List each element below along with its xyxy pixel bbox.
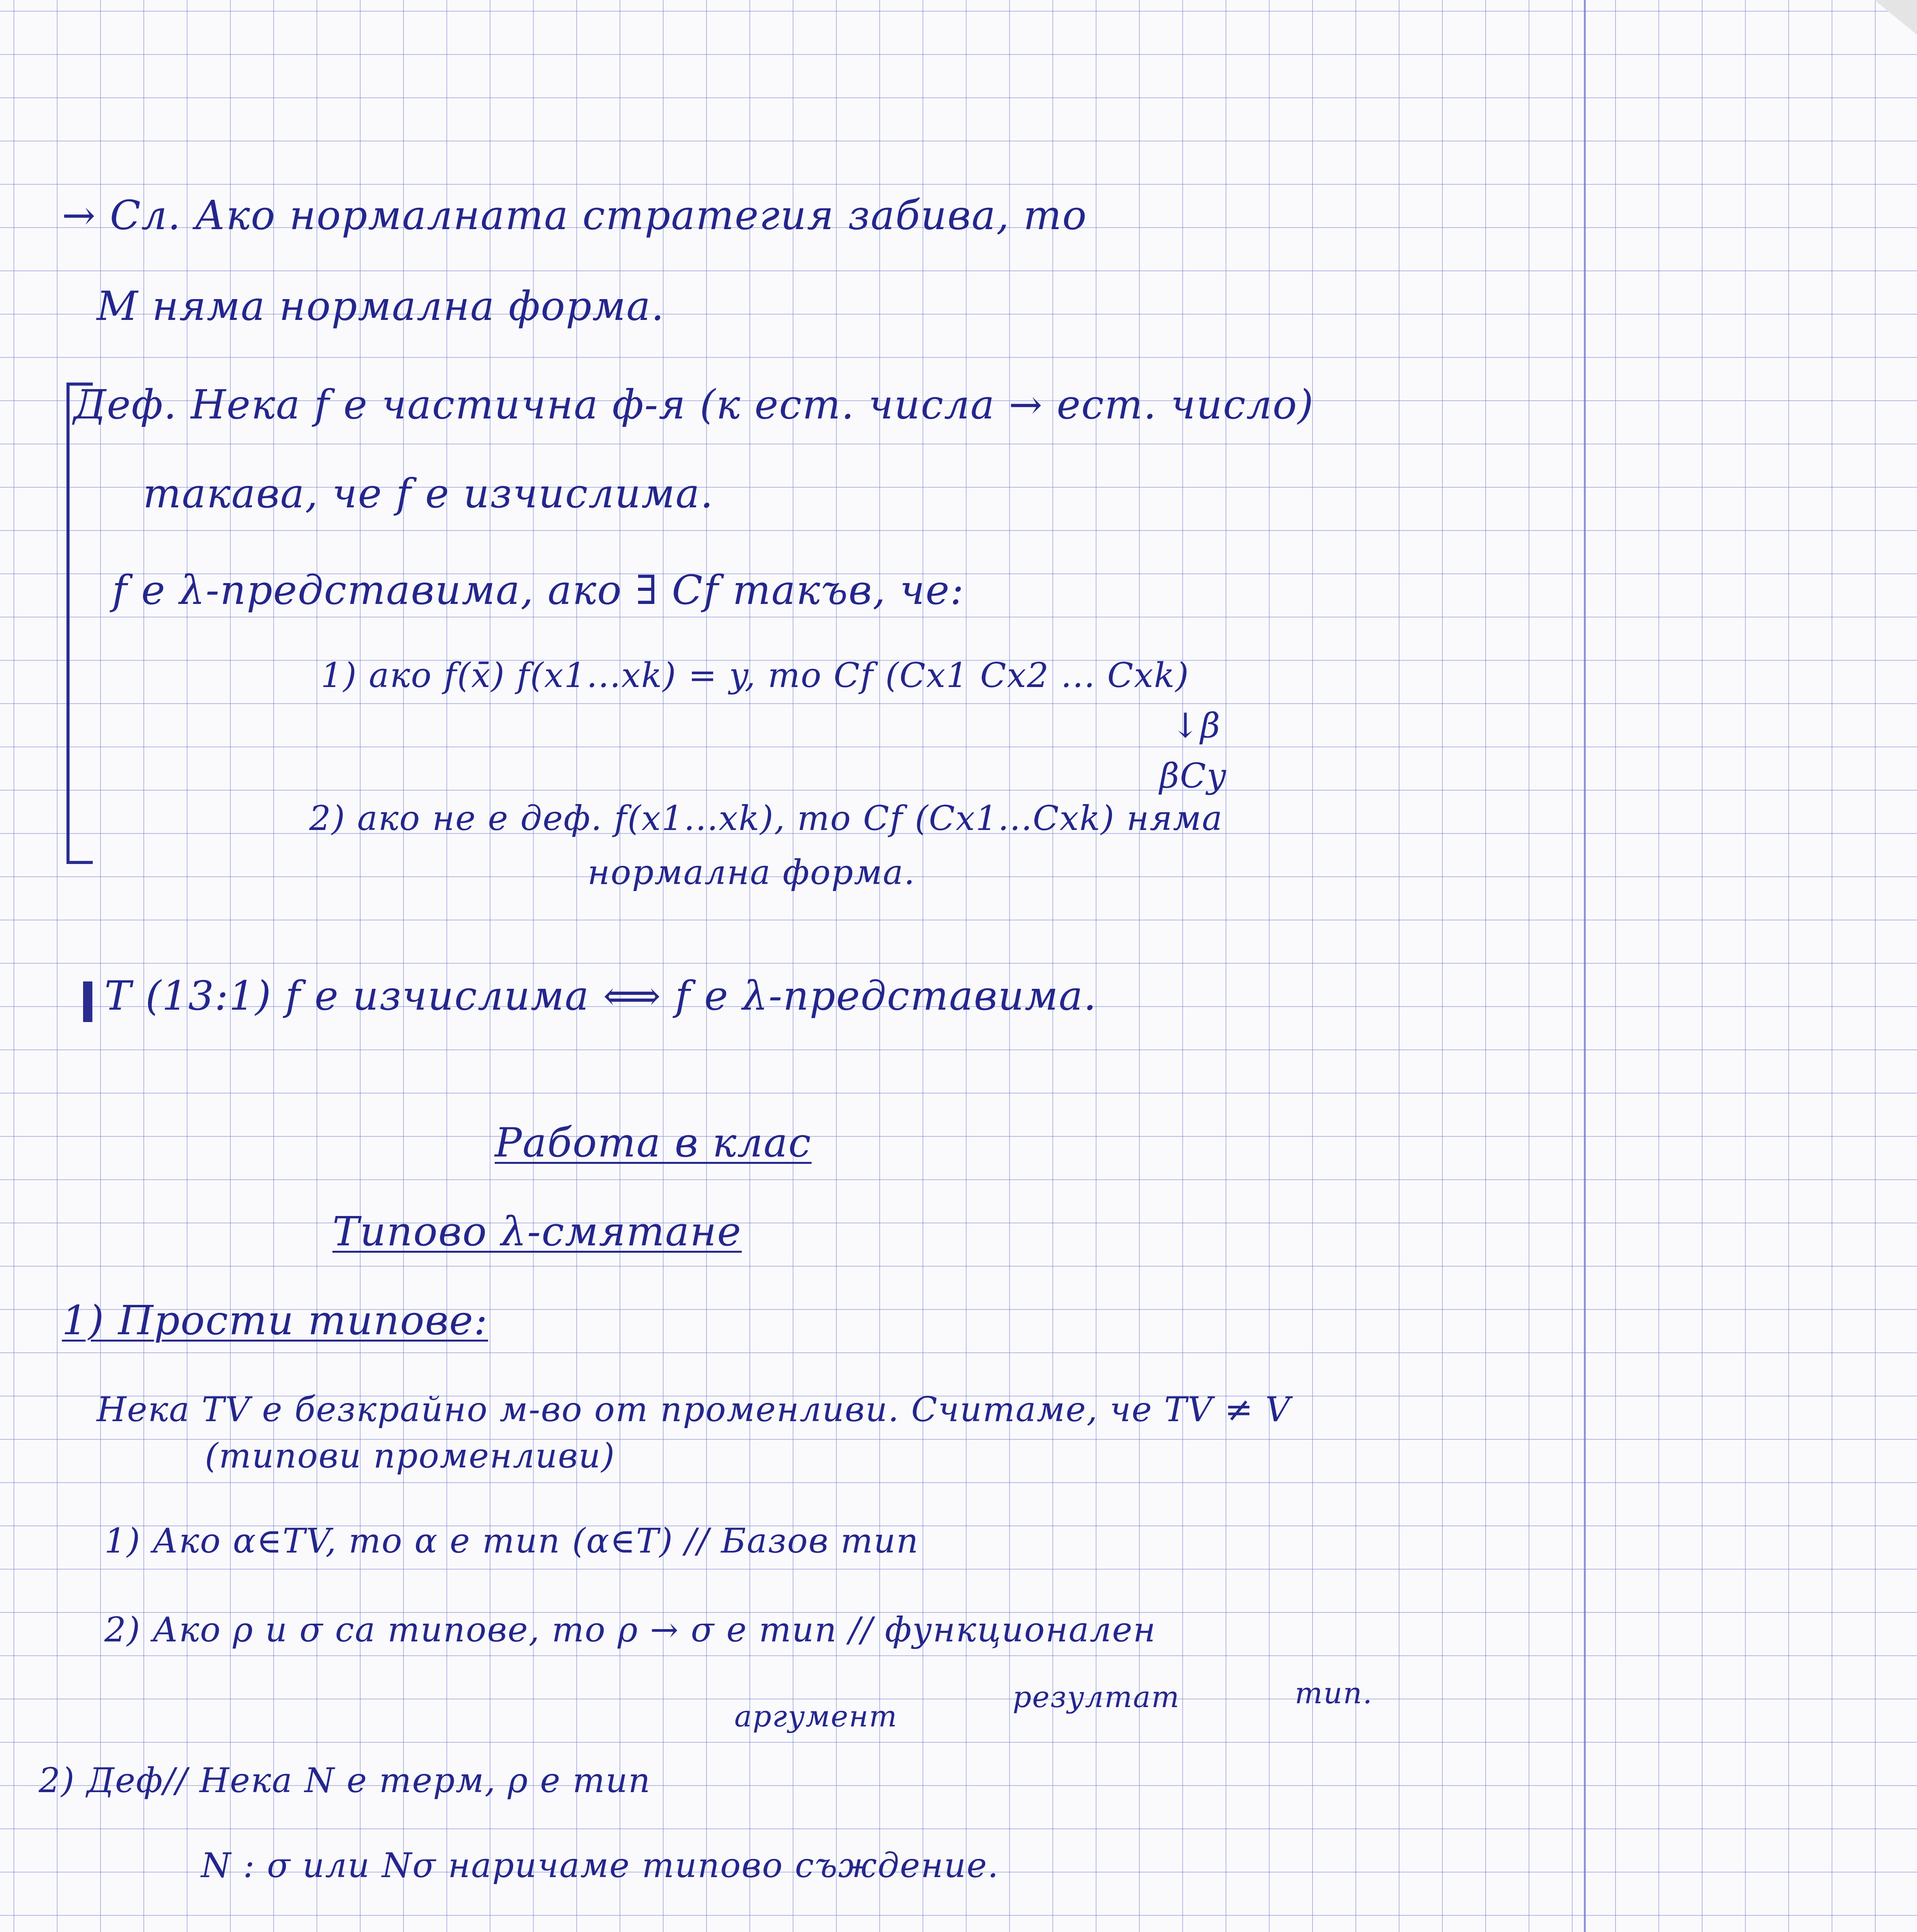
beta-reduction-arrow: ↓β [1171,706,1221,745]
beta-result: βCy [1159,756,1227,796]
definition-case-2: 2) ако не е деф. f(x1...xk), то Cf (Cx1...Cxk) няма [309,798,1223,838]
definition-case-1: 1) ако f(x̄) f(x1...xk) = y, то Cf (Cx1 Cx2 ... Cxk) [321,655,1190,695]
corollary-line-1: → Сл. Ако нормалната стратегия забива, то [62,192,1088,239]
theorem-mark [83,981,92,1022]
definition-line-2: такава, че f е изчислима. [143,470,714,517]
type-variables-line: Нека TV е безкрайно м-во от променливи. Считаме, че TV ≠ V [97,1389,1291,1429]
type-variables-note: (типови променливи) [205,1436,615,1476]
judgement-definition: 2) Деф// Нека N е терм, ρ е тип [39,1760,651,1800]
argument-label: аргумент [734,1699,898,1733]
theorem-line: Т (13:1) f е изчислима ⟺ f е λ-представима. [104,972,1097,1019]
definition-line-1: Деф. Нека f е частична ф-я (к ест. числа → ест. число) [73,381,1314,428]
definition-case-2-cont: нормална форма. [587,852,916,892]
section-heading: Работа в клас [495,1119,812,1166]
folded-corner [1874,0,1917,35]
result-label: резултат [1013,1680,1180,1714]
judgement-notation: N : σ или Nσ наричаме типово съждение. [201,1845,999,1885]
section-subheading: Типово λ-смятане [332,1208,742,1255]
corollary-line-2: M няма нормална форма. [97,282,665,330]
definition-bracket [66,383,93,864]
simple-types-heading: 1) Прости типове: [62,1297,488,1344]
margin-line [1584,0,1586,1932]
function-type-rule: 2) Ако ρ и σ са типове, то ρ → σ е тип // функционален [104,1610,1156,1650]
type-word: тип. [1295,1676,1373,1710]
definition-line-3: f е λ-представима, ако ∃ Cf такъв, че: [112,566,965,614]
base-type-rule: 1) Ако α∈TV, то α е тип (α∈T) // Базов тип [104,1521,919,1561]
